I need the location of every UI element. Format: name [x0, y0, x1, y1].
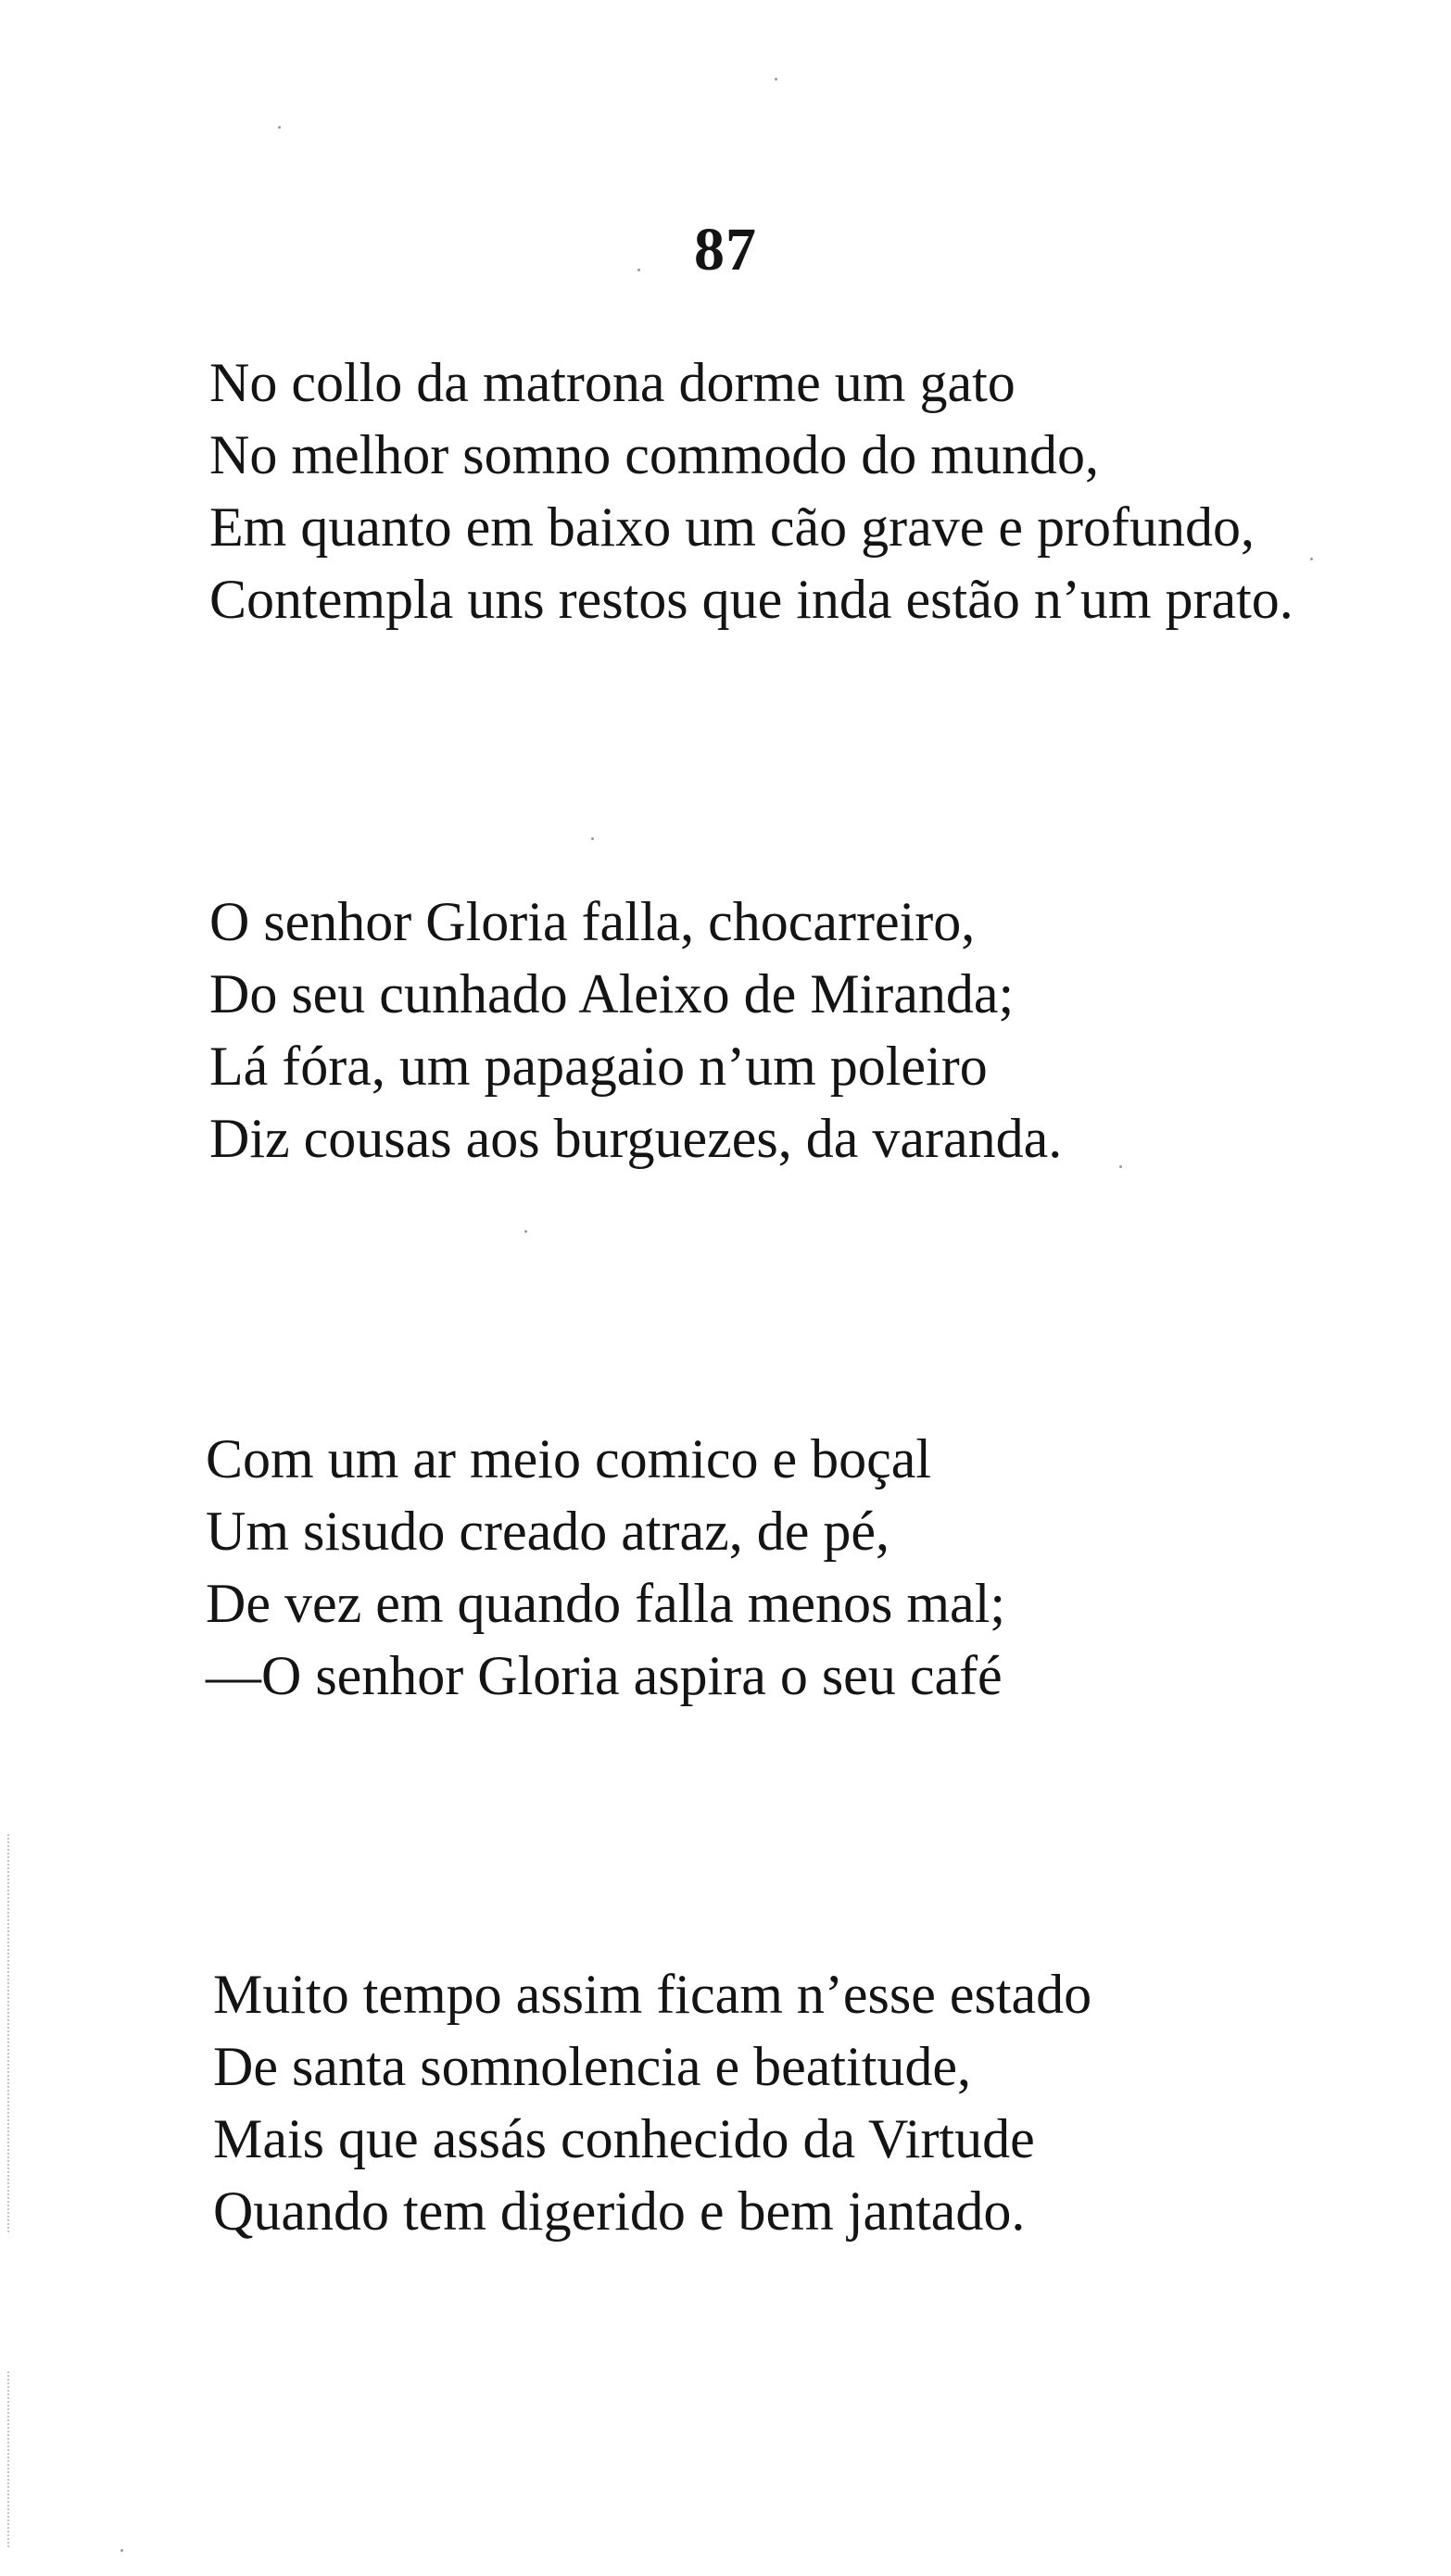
verse-line: Diz cousas aos burguezes, da varanda.: [209, 1108, 1063, 1169]
stanza-1: [209, 346, 1293, 635]
paper-speck: [637, 269, 640, 271]
verse-line: Contempla uns restos que inda estão n’um prato.: [209, 569, 1293, 630]
margin-scan-marks: [7, 1834, 13, 2232]
stanza-4: [213, 1958, 1091, 2247]
stanza-2: [209, 886, 1062, 1175]
verse-line: No melhor somno commodo do mundo,: [209, 424, 1099, 485]
verse-line: Mais que assás conhecido da Virtude: [213, 2108, 1035, 2169]
stanza-3: [206, 1423, 1005, 1712]
verse-line: Quando tem digerido e bem jantado.: [213, 2180, 1026, 2242]
paper-speck: [1310, 558, 1313, 560]
paper-speck: [775, 78, 777, 81]
paper-speck: [1119, 1165, 1122, 1168]
verse-line: Muito tempo assim ficam n’esse estado: [213, 1964, 1092, 2025]
verse-line: De vez em quando falla menos mal;: [206, 1573, 1006, 1634]
paper-speck: [591, 837, 594, 840]
margin-scan-marks: [7, 2371, 13, 2547]
verse-line: Do seu cunhado Aleixo de Miranda;: [209, 963, 1015, 1024]
verse-line: O senhor Gloria falla, chocarreiro,: [209, 891, 976, 952]
verse-line: Com um ar meio comico e boçal: [206, 1428, 932, 1489]
paper-speck: [524, 1230, 527, 1233]
verse-line: De santa somnolencia e beatitude,: [213, 2036, 972, 2097]
paper-speck: [120, 2549, 123, 2552]
verse-line: Em quanto em baixo um cão grave e profundo,: [209, 496, 1255, 558]
verse-line: Um sisudo creado atraz, de pé,: [206, 1501, 890, 1562]
page-number: 87: [694, 216, 757, 283]
paper-speck: [278, 126, 281, 129]
verse-line: No collo da matrona dorme um gato: [209, 352, 1016, 413]
verse-line: Lá fóra, um papagaio n’um poleiro: [209, 1036, 988, 1097]
verse-line: —O senhor Gloria aspira o seu café: [206, 1645, 1003, 1706]
